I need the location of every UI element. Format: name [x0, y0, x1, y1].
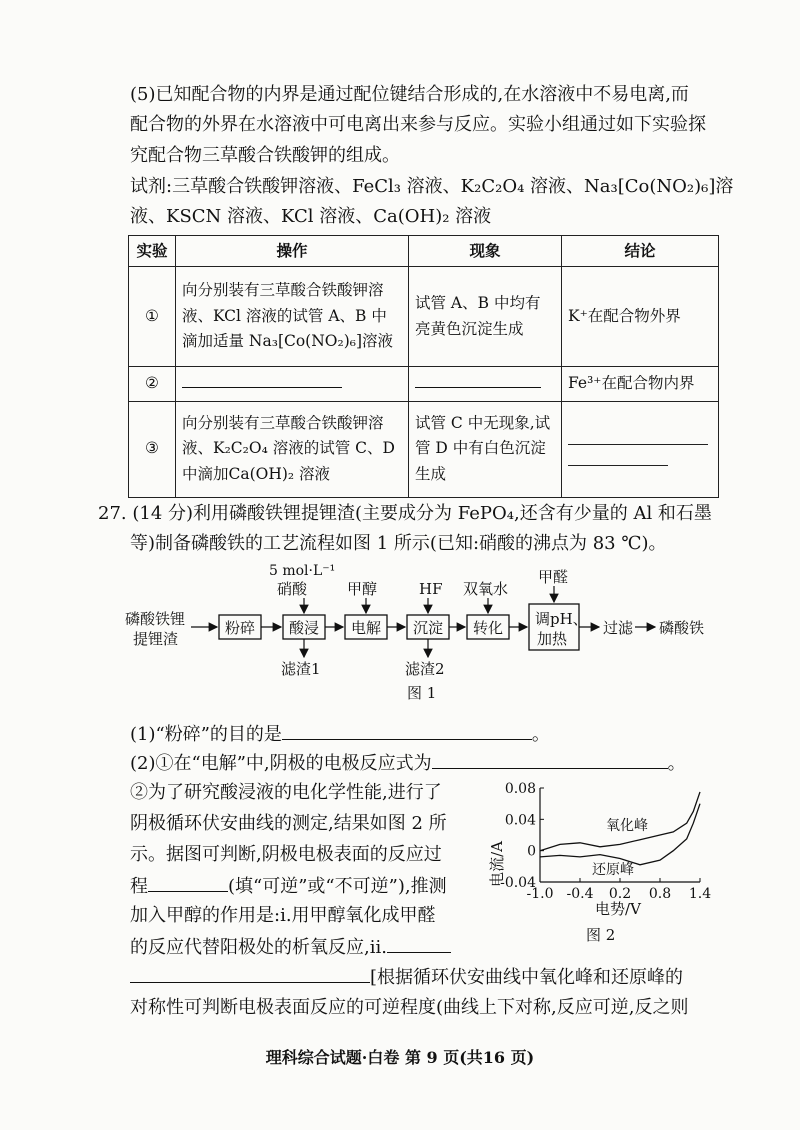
reagent-hf: HF	[419, 580, 443, 598]
row-conclusion: K⁺在配合物外界	[562, 267, 719, 367]
residue-2: 滤渣2	[405, 660, 445, 678]
box-conversion-label: 转化	[473, 619, 504, 637]
section5-line-1: (5)已知配合物的内界是通过配位键结合形成的,在水溶液中不易电离,而	[130, 84, 689, 105]
box-crush-label: 粉碎	[225, 619, 256, 637]
q2b-line-5: 加入甲醇的作用是:ⅰ.用甲醇氧化成甲醛	[130, 905, 436, 926]
figure-1-caption: 图 1	[407, 684, 437, 702]
x-tick-label: -0.4	[566, 886, 594, 902]
header-experiment: 实验	[129, 236, 176, 267]
nitric-acid-concentration: 5 mol·L⁻¹	[269, 563, 336, 579]
header-operation: 操作	[176, 236, 409, 267]
q2-line	[130, 754, 686, 773]
reagent-nitric-acid: 硝酸	[277, 580, 308, 598]
input-material-line-1: 磷酸铁锂	[125, 610, 186, 628]
process-flow-diagram	[125, 560, 725, 705]
q2b-line-6-text: 的反应代替阳极处的析氧反应,ⅱ.	[130, 937, 387, 958]
residue-1: 滤渣1	[281, 660, 321, 678]
methanol-role-blank-1[interactable]	[387, 938, 451, 953]
row-operation: 向分别装有三草酸合铁酸钾溶液、K₂C₂O₄ 溶液的试管 C、D 中滴加Ca(OH)₂ 溶液	[176, 401, 409, 497]
page-footer: 理科综合试题·白卷 第 9 页(共16 页)	[265, 1048, 535, 1067]
q2b-line-4b: (填“可逆”或“不可逆”),推测	[228, 876, 447, 897]
header-phenomenon: 现象	[409, 236, 562, 267]
y-tick-label: 0.08	[504, 781, 536, 797]
q2b-line-7	[130, 968, 683, 987]
reversibility-blank[interactable]	[148, 877, 228, 892]
q1-line	[130, 725, 550, 744]
box-acid-leach-label: 酸浸	[289, 619, 320, 637]
row-operation: 向分别装有三草酸合铁酸钾溶液、KCl 溶液的试管 A、B 中滴加适量 Na₃[Co(NO₂)₆]溶液	[176, 267, 409, 367]
q27-line-2: 等)制备磷酸铁的工艺流程如图 1 所示(已知:硝酸的沸点为 83 ℃)。	[130, 533, 667, 554]
row-id: ②	[129, 367, 176, 402]
q2b-line-6	[130, 938, 451, 957]
header-conclusion: 结论	[562, 236, 719, 267]
x-axis-label: 电势/V	[595, 900, 641, 918]
q2-text: (2)①在“电解”中,阴极的电极反应式为	[130, 753, 432, 774]
reagent-hydrogen-peroxide: 双氧水	[463, 580, 509, 598]
q2b-line-4a: 程	[130, 876, 148, 897]
x-tick-label: 0.8	[648, 886, 672, 902]
box-precipitation-label: 沉淀	[413, 619, 444, 637]
q2-answer-blank[interactable]	[432, 754, 668, 769]
reduction-peak-label: 还原峰	[592, 862, 634, 878]
table-row	[129, 367, 719, 402]
x-tick-label: 1.4	[688, 886, 712, 902]
row-operation-blank[interactable]	[176, 367, 409, 402]
q2b-line-2: 阴极循环伏安曲线的测定,结果如图 2 所	[130, 813, 447, 834]
product-iron-phosphate: 磷酸铁	[659, 619, 705, 637]
filter-step: 过滤	[603, 619, 634, 637]
row-conclusion: Fe³⁺在配合物内界	[562, 367, 719, 402]
cv-curve-lower	[540, 804, 700, 865]
q1-text: (1)“粉碎”的目的是	[130, 724, 282, 745]
y-tick-label: 0	[527, 843, 536, 860]
row-id: ③	[129, 401, 176, 497]
q2b-line-7-text: [根据循环伏安曲线中氧化峰和还原峰的	[370, 967, 684, 988]
q27-line-1: 27. (14 分)利用磷酸铁锂提锂渣(主要成分为 FePO₄,还含有少量的 Al 和石墨	[98, 503, 712, 524]
reagent-methanol: 甲醇	[347, 580, 378, 598]
q1-answer-blank[interactable]	[282, 725, 532, 740]
row-id: ①	[129, 267, 176, 367]
q2b-line-4	[130, 877, 447, 896]
reagent-formaldehyde: 甲醛	[538, 568, 569, 586]
y-tick-label: 0.04	[504, 812, 536, 829]
q2b-line-3: 示。据图可判断,阴极电极表面的反应过	[130, 844, 442, 865]
x-tick-label: 0.2	[608, 886, 632, 902]
table-header-row	[129, 236, 719, 267]
y-axis-label: 电流/A	[488, 841, 506, 887]
q2b-line-8: 对称性可判断电极表面反应的可逆程度(曲线上下对称,反应可逆,反之则	[130, 997, 689, 1018]
row-phenomenon: 试管 A、B 中均有亮黄色沉淀生成	[409, 267, 562, 367]
q1-end: 。	[531, 724, 550, 745]
reagent-line-1: 试剂:三草酸合铁酸钾溶液、FeCl₃ 溶液、K₂C₂O₄ 溶液、Na₃[Co(NO₂)₆]溶	[130, 176, 734, 197]
row-conclusion-blank[interactable]	[562, 401, 719, 497]
x-tick-label: -1.0	[526, 886, 554, 902]
table-row	[129, 267, 719, 367]
table-row	[129, 401, 719, 497]
box-electrolysis-label: 电解	[351, 619, 382, 637]
box-adjust-ph-line-2: 加热	[537, 630, 568, 648]
section5-line-3: 究配合物三草酸合铁酸钾的组成。	[130, 145, 400, 166]
row-phenomenon-blank[interactable]	[409, 367, 562, 402]
figure-2-caption: 图 2	[586, 926, 616, 943]
y-tick-label: -0.04	[500, 875, 536, 891]
q2b-line-1: ②为了研究酸浸液的电化学性能,进行了	[130, 782, 442, 803]
box-adjust-ph-line-1: 调pH、	[535, 610, 588, 628]
q2-end: 。	[667, 753, 686, 774]
input-material-line-2: 提锂渣	[133, 630, 179, 648]
experiment-table	[128, 235, 719, 498]
oxidation-peak-label: 氧化峰	[606, 818, 648, 834]
methanol-role-blank-2[interactable]	[130, 968, 370, 983]
cyclic-voltammetry-chart	[488, 778, 718, 943]
row-phenomenon: 试管 C 中无现象,试管 D 中有白色沉淀生成	[409, 401, 562, 497]
reagent-line-2: 液、KSCN 溶液、KCl 溶液、Ca(OH)₂ 溶液	[130, 206, 492, 227]
section5-line-2: 配合物的外界在水溶液中可电离出来参与反应。实验小组通过如下实验探	[130, 114, 706, 135]
